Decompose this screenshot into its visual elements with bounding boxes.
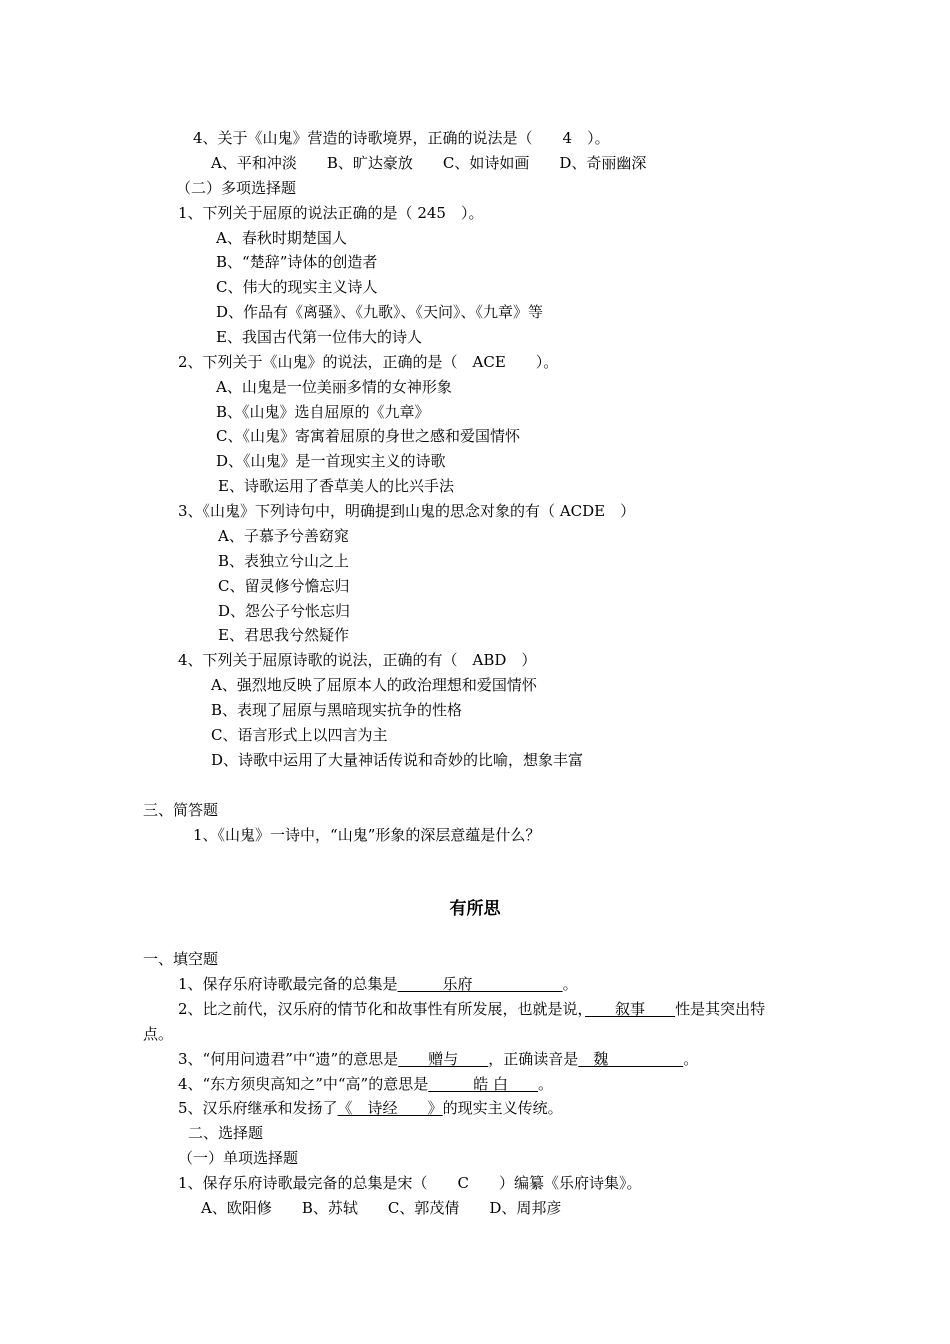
answer-blank: 赠与 (398, 1050, 489, 1068)
option: E、诗歌运用了香草美人的比兴手法 (218, 477, 454, 495)
question-4: 4、关于《山鬼》营造的诗歌境界，正确的说法是（ 4 ）。 (193, 129, 610, 147)
fill-question-3 (178, 1049, 698, 1069)
short-question-1: 1、《山鬼》一诗中，“山鬼”形象的深层意蕴是什么？ (193, 826, 541, 844)
option: B、“楚辞”诗体的创造者 (216, 253, 378, 271)
single-choice-heading: （一）单项选择题 (178, 1149, 299, 1167)
option: A、子慕予兮善窈窕 (218, 527, 349, 545)
answer-blank: 皓 白 (428, 1075, 539, 1093)
option: A、强烈地反映了屈原本人的政治理想和爱国情怀 (211, 676, 537, 694)
option: C、《山鬼》寄寓着屈原的身世之感和爱国情怀 (216, 427, 520, 445)
option: B、表现了屈原与黑暗现实抗争的性格 (211, 701, 463, 719)
fill-question-1 (178, 974, 578, 994)
choice-heading: 二、选择题 (188, 1124, 264, 1142)
fill-question-5 (178, 1098, 563, 1118)
option: A、春秋时期楚国人 (216, 229, 347, 247)
fill-question-2 (178, 999, 765, 1019)
question-text: 1、保存乐府诗歌最完备的总集是 (178, 975, 398, 993)
multi-question-1: 1、下列关于屈原的说法正确的是（ 245 ）。 (178, 204, 484, 222)
option: A、山鬼是一位美丽多情的女神形象 (216, 378, 452, 396)
multi-question-3: 3、《山鬼》下列诗句中，明确提到山鬼的思念对象的有（ ACDE ） (178, 502, 636, 520)
option: C、伟大的现实主义诗人 (216, 278, 378, 296)
fill-blank-heading: 一、填空题 (143, 950, 219, 968)
answer-blank: 乐府 (397, 975, 563, 993)
single-question-1: 1、保存乐府诗歌最完备的总集是宋（ C ）编纂《乐府诗集》。 (178, 1174, 642, 1192)
option: D、怨公子兮怅忘归 (218, 602, 351, 620)
question-text: 性是其突出特 (675, 1000, 766, 1018)
question-text: 。 (538, 1075, 554, 1093)
question-text: ，正确读音是 (488, 1050, 579, 1068)
option: C、留灵修兮憺忘归 (218, 577, 350, 595)
option: E、我国古代第一位伟大的诗人 (216, 328, 422, 346)
answer-blank: 叙事 (585, 1000, 676, 1018)
multi-question-4: 4、下列关于屈原诗歌的说法，正确的有（ ABD ） (178, 651, 537, 669)
option: B、表独立兮山之上 (218, 552, 350, 570)
question-text: 3、“何用问遗君”中“遗”的意思是 (178, 1050, 399, 1068)
multi-choice-heading: （二）多项选择题 (176, 179, 297, 197)
answer-blank: 《 诗经 》 (337, 1099, 443, 1117)
multi-question-2: 2、下列关于《山鬼》的说法，正确的是（ ACE ）。 (178, 353, 559, 371)
question-text: 的现实主义传统。 (442, 1099, 563, 1117)
question-text: 。 (562, 975, 578, 993)
question-text: 。 (683, 1050, 699, 1068)
option: D、诗歌中运用了大量神话传说和奇妙的比喻，想象丰富 (211, 751, 584, 769)
option: D、作品有《离骚》、《九歌》、《天问》、《九章》等 (216, 303, 544, 321)
single-question-1-options: A、欧阳修 B、苏轼 C、郭茂倩 D、周邦彦 (201, 1199, 562, 1217)
option: B、《山鬼》选自屈原的《九章》 (216, 403, 430, 421)
option: C、语言形式上以四言为主 (211, 726, 388, 744)
question-4-options: A、平和冲淡 B、旷达豪放 C、如诗如画 D、奇丽幽深 (211, 154, 647, 172)
option: E、君思我兮然疑作 (218, 626, 349, 644)
answer-blank: 魏 (578, 1050, 684, 1068)
fill-question-4 (178, 1074, 553, 1094)
short-answer-heading: 三、简答题 (143, 801, 219, 819)
question-text: 4、“东方须臾高知之”中“高”的意思是 (178, 1075, 429, 1093)
option: D、《山鬼》是一首现实主义的诗歌 (216, 452, 446, 470)
fill-question-2-continued: 点。 (143, 1025, 174, 1043)
lesson-title: 有所思 (449, 899, 501, 919)
question-text: 2、比之前代，汉乐府的情节化和故事性有所发展，也就是说， (178, 1000, 586, 1018)
question-text: 5、汉乐府继承和发扬了 (178, 1099, 338, 1117)
